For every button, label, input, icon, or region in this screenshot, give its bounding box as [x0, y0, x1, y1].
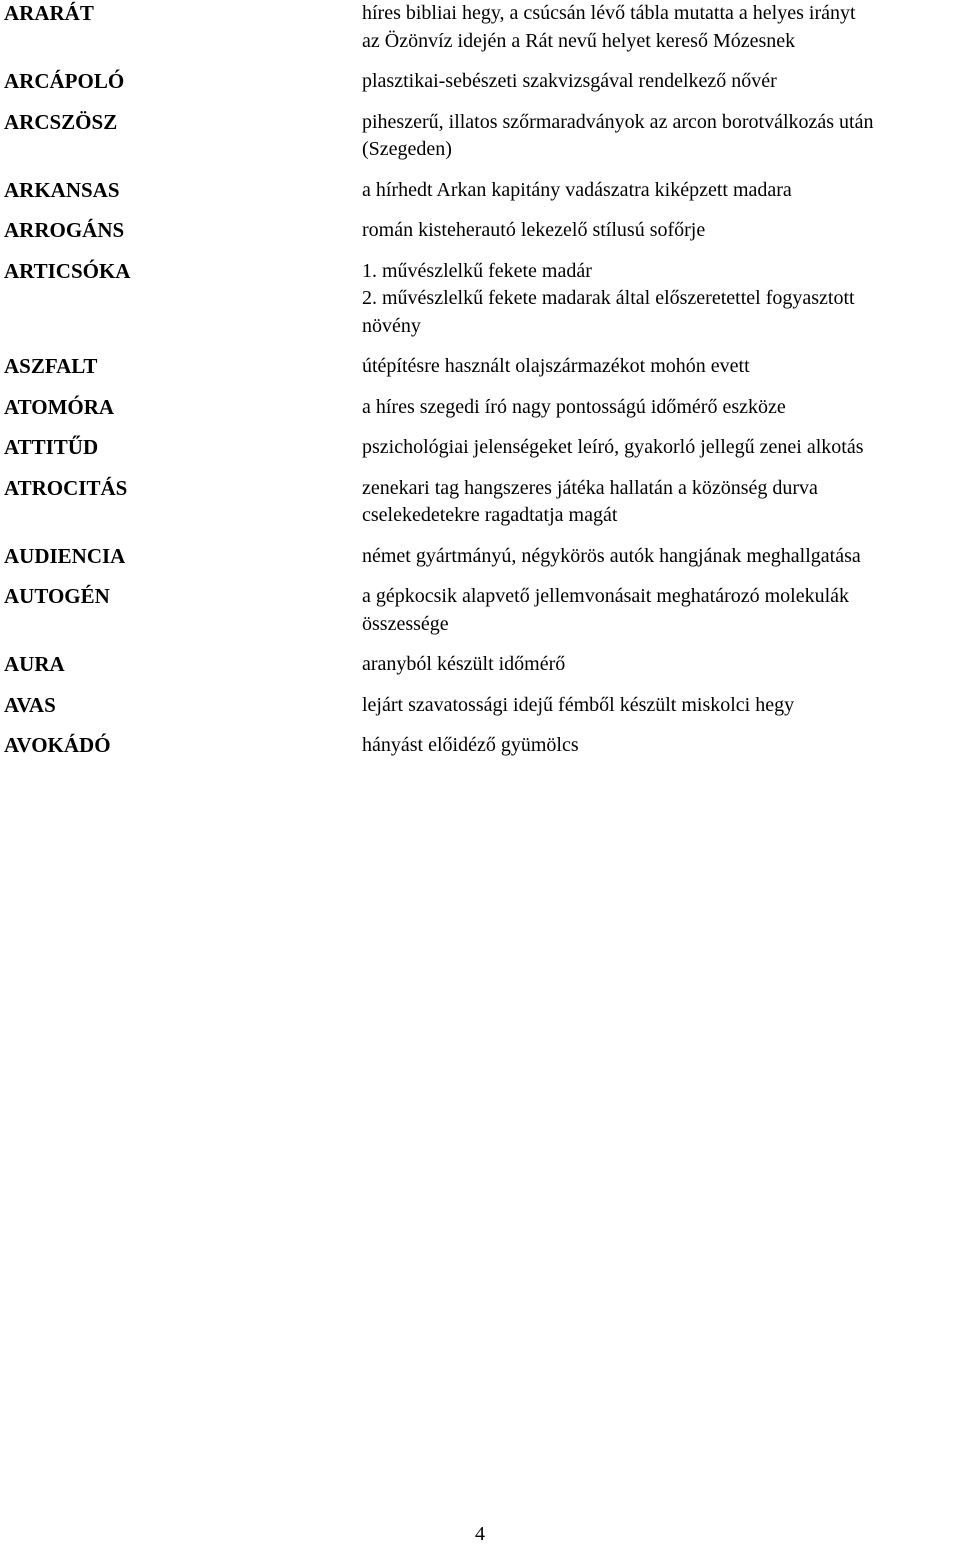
definition-line: híres bibliai hegy, a csúcsán lévő tábla mutatta a helyes irányt	[362, 2, 856, 24]
entry-term: ARARÁT	[4, 1, 94, 25]
glossary-entry-articsoka	[4, 258, 954, 341]
glossary-entry-autogen	[4, 583, 954, 638]
definition-line: a híres szegedi író nagy pontosságú időmérő eszköze	[362, 395, 786, 418]
glossary-entry-audiencia	[4, 543, 954, 571]
entry-term: ARTICSÓKA	[4, 258, 131, 283]
entry-term: AUTOGÉN	[4, 584, 110, 608]
entry-definition	[362, 217, 954, 245]
definition-line: román kisteherautó lekezelő stílusú sofőrje	[362, 219, 706, 241]
entry-term: AVAS	[4, 692, 56, 717]
glossary-entry-ararat	[4, 0, 954, 55]
glossary-entry-atomora	[4, 394, 954, 422]
entry-definition	[362, 68, 954, 96]
entry-term: ARCÁPOLÓ	[4, 69, 125, 93]
definition-line: pszichológiai jelenségeket leíró, gyakorló jellegű zenei alkotás	[362, 436, 864, 458]
definition-line: az Özönvíz idején a Rát nevű helyet kereső Mózesnek	[362, 29, 796, 52]
definition-line: hányást előidéző gyümölcs	[362, 734, 579, 756]
entry-definition	[362, 651, 954, 679]
entry-term: ATTITŰD	[4, 435, 99, 459]
definition-line: plasztikai-sebészeti szakvizsgával rendelkező nővér	[362, 70, 777, 92]
glossary-entry-atrocitas	[4, 475, 954, 530]
definition-line: lejárt szavatossági idejű fémből készült miskolci hegy	[362, 693, 795, 716]
glossary-entry-attitud	[4, 434, 954, 462]
entry-definition	[362, 353, 954, 381]
definition-line: német gyártmányú, négykörös autók hangjának meghallgatása	[362, 544, 861, 567]
definition-line: 2. művészlelkű fekete madarak által előszeretettel fogyasztott	[362, 287, 855, 309]
definition-line: összessége	[362, 612, 449, 635]
entry-definition	[362, 583, 954, 638]
entry-term: AUDIENCIA	[4, 543, 126, 568]
entry-definition	[362, 258, 954, 341]
entry-term: AURA	[4, 652, 65, 676]
glossary-entry-arkansas	[4, 177, 954, 205]
glossary-entry-aszfalt	[4, 353, 954, 381]
entry-definition	[362, 109, 954, 164]
entry-definition	[362, 0, 954, 55]
entry-definition	[362, 475, 954, 530]
page-number: 4	[475, 1523, 485, 1545]
definition-line: a hírhedt Arkan kapitány vadászatra kiképzett madara	[362, 178, 792, 201]
glossary-entry-arcszosz	[4, 109, 954, 164]
entry-term: AVOKÁDÓ	[4, 733, 111, 757]
entry-term: ASZFALT	[4, 354, 98, 378]
glossary-entry-arcapolo	[4, 68, 954, 96]
entry-term: ATOMÓRA	[4, 394, 115, 419]
glossary-entry-avokado	[4, 732, 954, 760]
entry-term: ARKANSAS	[4, 177, 120, 202]
entry-definition	[362, 732, 954, 760]
definition-line: aranyból készült időmérő	[362, 653, 566, 675]
entry-term: ATROCITÁS	[4, 475, 128, 500]
definition-line: piheszerű, illatos szőrmaradványok az arcon borotválkozás után	[362, 110, 874, 133]
entry-definition	[362, 394, 954, 422]
entry-definition	[362, 434, 954, 462]
definition-line: útépítésre használt olajszármazékot mohón evett	[362, 355, 750, 377]
definition-line: növény	[362, 314, 421, 337]
entry-definition	[362, 692, 954, 720]
entry-term: ARCSZÖSZ	[4, 109, 118, 134]
definition-line: cselekedetekre ragadtatja magát	[362, 504, 618, 526]
glossary-entry-avas	[4, 692, 954, 720]
entry-definition	[362, 543, 954, 571]
definition-line: 1. művészlelkű fekete madár	[362, 259, 592, 282]
entry-term: ARROGÁNS	[4, 218, 125, 242]
entry-definition	[362, 177, 954, 205]
definition-line: zenekari tag hangszeres játéka hallatán a közönség durva	[362, 476, 818, 499]
definition-line: a gépkocsik alapvető jellemvonásait meghatározó molekulák	[362, 585, 850, 607]
glossary	[4, 0, 954, 760]
definition-line: (Szegeden)	[362, 138, 452, 160]
glossary-entry-arrogans	[4, 217, 954, 245]
glossary-entry-aura	[4, 651, 954, 679]
